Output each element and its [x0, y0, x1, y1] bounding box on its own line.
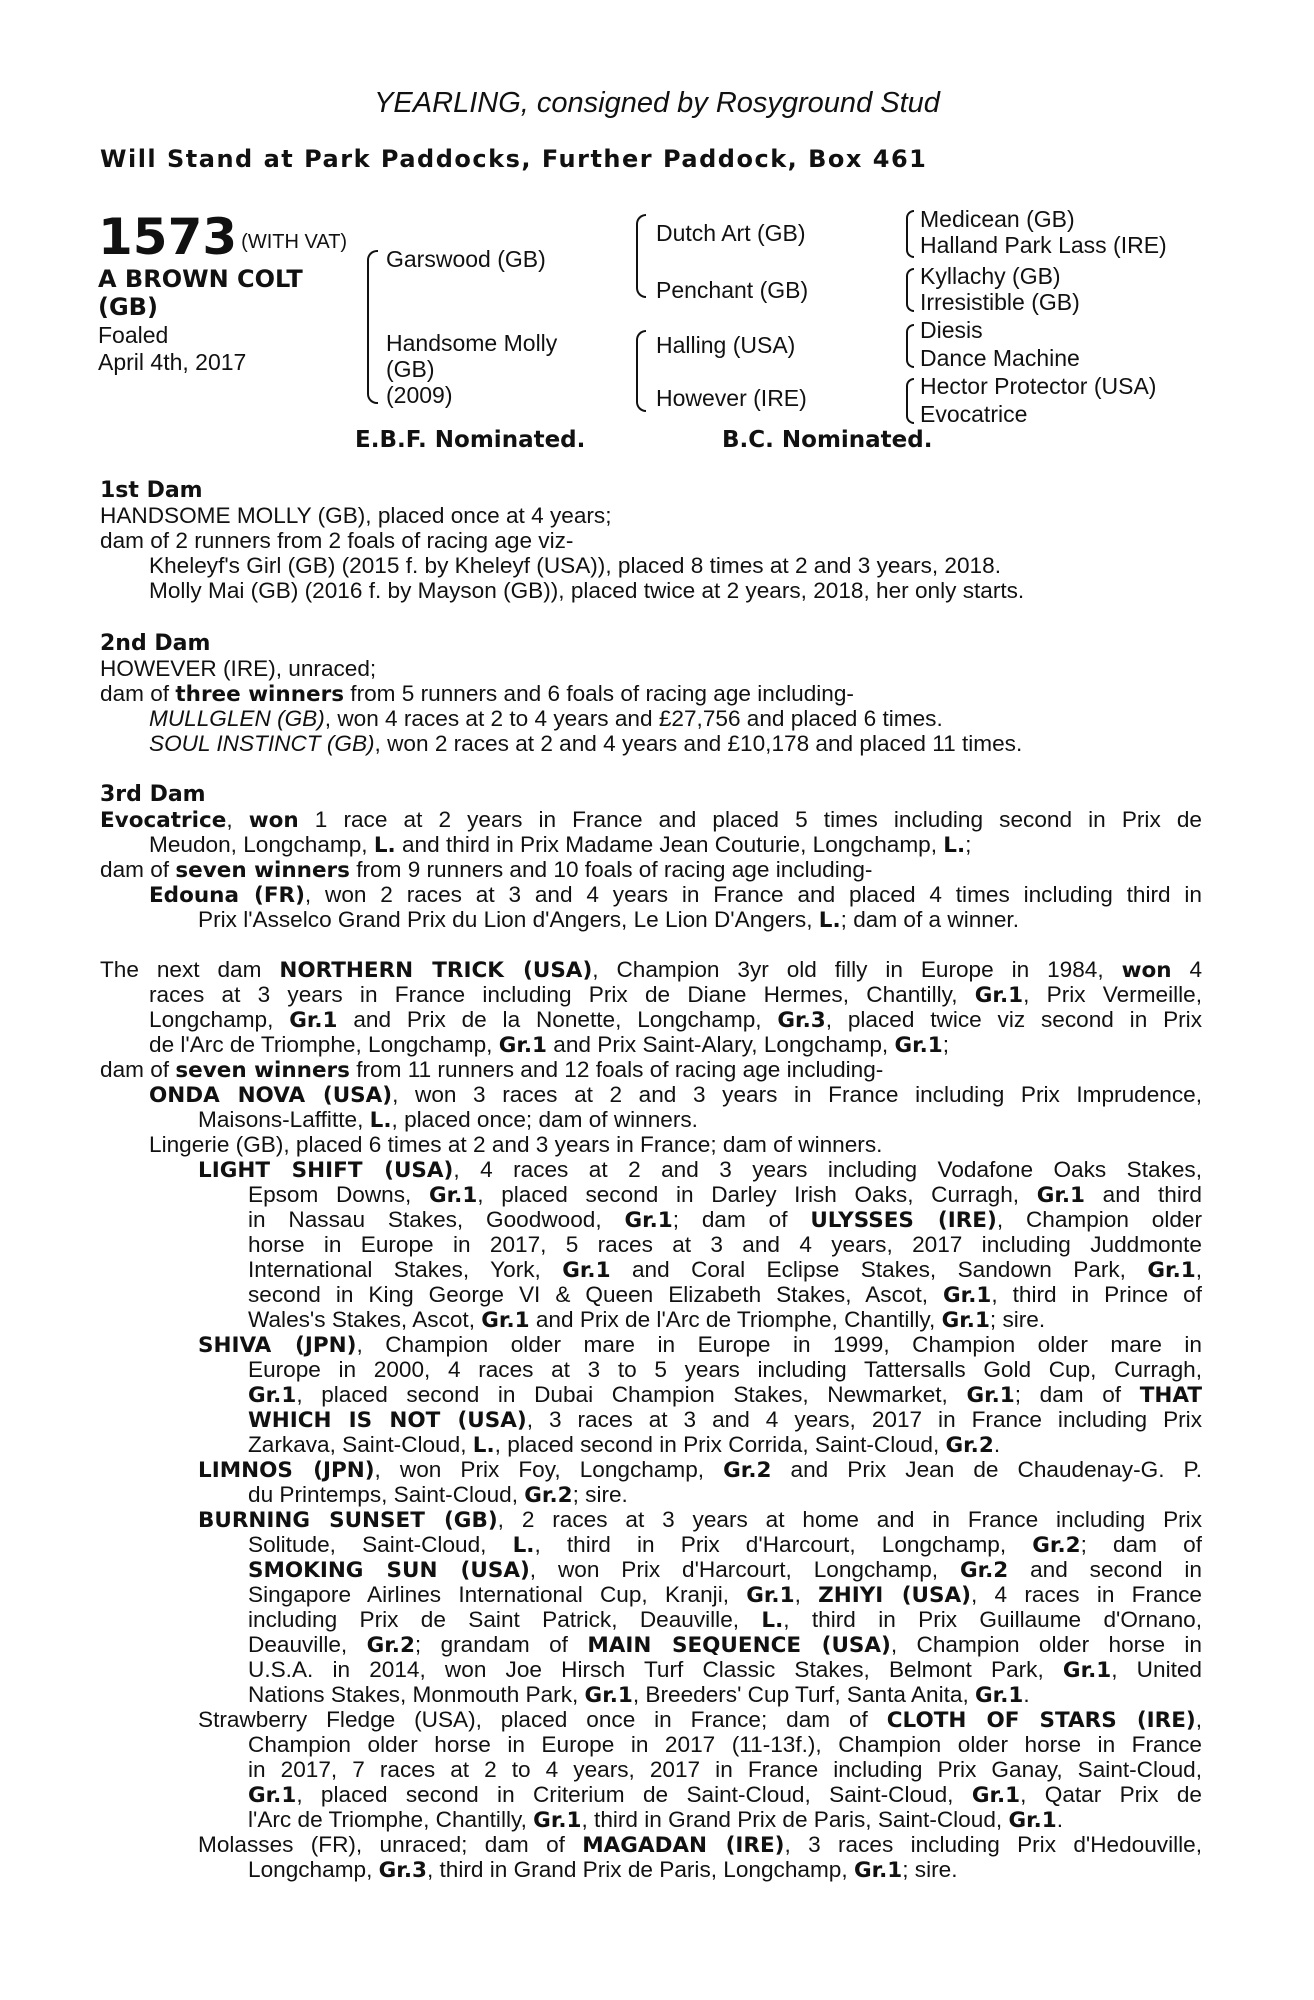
lot-number: 1573 — [98, 208, 238, 266]
produce-line: Champion older horse in Europe in 2017 (11-13f.), Champion older horse in France — [248, 1732, 1202, 1757]
produce-line: Strawberry Fledge (USA), placed once in France; dam of CLOTH OF STARS (IRE), — [198, 1707, 1202, 1732]
produce-line: in Nassau Stakes, Goodwood, Gr.1; dam of ULYSSES (IRE), Champion older — [248, 1207, 1202, 1232]
produce-line: SMOKING SUN (USA), won Prix d'Harcourt, Longchamp, Gr.2 and second in — [248, 1557, 1202, 1582]
pedigree-brace-g4-3 — [906, 324, 914, 368]
bc-nominated: B.C. Nominated. — [722, 427, 933, 453]
produce-line: U.S.A. in 2014, won Joe Hirsch Turf Classic Stakes, Belmont Park, Gr.1, United — [248, 1657, 1202, 1682]
produce-line: SHIVA (JPN), Champion older mare in Europe in 1999, Champion older mare in — [198, 1332, 1202, 1357]
pedigree-brace-main — [367, 250, 378, 404]
produce-line: WHICH IS NOT (USA), 3 races at 3 and 4 years, 2017 in France including Prix — [248, 1407, 1202, 1432]
produce-line: Gr.1, placed second in Criterium de Saint-Cloud, Saint-Cloud, Gr.1, Qatar Prix de — [248, 1782, 1202, 1807]
third-dam-line: Evocatrice, won 1 race at 2 years in France and placed 5 times including second in Prix de — [100, 807, 1202, 832]
produce-line: Molasses (FR), unraced; dam of MAGADAN (IRE), 3 races including Prix d'Hedouville, — [198, 1832, 1202, 1857]
produce-line: LIMNOS (JPN), won Prix Foy, Longchamp, Gr.2 and Prix Jean de Chaudenay-G. P. — [198, 1457, 1202, 1482]
first-dam-line: Molly Mai (GB) (2016 f. by Mayson (GB)), placed twice at 2 years, 2018, her only starts. — [149, 578, 1025, 603]
pedigree-g4-7: Hector Protector (USA) — [920, 373, 1157, 399]
produce-line: Epsom Downs, Gr.1, placed second in Darley Irish Oaks, Curragh, Gr.1 and third — [248, 1182, 1202, 1207]
pedigree-sire: Garswood (GB) — [386, 246, 546, 272]
next-dam-line: The next dam NORTHERN TRICK (USA), Champion 3yr old filly in Europe in 1984, won 4 — [100, 957, 1202, 982]
colt-description — [98, 265, 348, 321]
first-dam-line: HANDSOME MOLLY (GB), placed once at 4 years; — [100, 503, 612, 528]
produce-line: Zarkava, Saint-Cloud, L., placed second in Prix Corrida, Saint-Cloud, Gr.2. — [248, 1432, 1001, 1458]
produce-line: LIGHT SHIFT (USA), 4 races at 2 and 3 years including Vodafone Oaks Stakes, — [198, 1157, 1202, 1182]
produce-line: Wales's Stakes, Ascot, Gr.1 and Prix de l'Arc de Triomphe, Chantilly, Gr.1; sire. — [248, 1307, 1046, 1333]
next-dam-line: races at 3 years in France including Prix de Diane Hermes, Chantilly, Gr.1, Prix Vermeille, — [149, 982, 1202, 1007]
vat-note: (WITH VAT) — [241, 231, 348, 253]
pedigree-g4-1: Medicean (GB) — [920, 206, 1075, 232]
third-dam-line: Meudon, Longchamp, L. and third in Prix Madame Jean Couturie, Longchamp, L.; — [149, 832, 972, 858]
pedigree-g4-8: Evocatrice — [920, 401, 1028, 427]
produce-line: Deauville, Gr.2; grandam of MAIN SEQUENCE (USA), Champion older horse in — [248, 1632, 1202, 1657]
pedigree-g4-5: Diesis — [920, 317, 983, 343]
pedigree-g4-6: Dance Machine — [920, 345, 1080, 371]
pedigree-brace-g4-1 — [906, 210, 914, 258]
colt-line-1: A BROWN COLT — [98, 265, 303, 293]
produce-line: Solitude, Saint-Cloud, L., third in Prix d'Harcourt, Longchamp, Gr.2; dam of — [248, 1532, 1202, 1557]
produce-line: including Prix de Saint Patrick, Deauville, L., third in Prix Guillaume d'Ornano, — [248, 1607, 1202, 1632]
produce-line: Nations Stakes, Monmouth Park, Gr.1, Breeders' Cup Turf, Santa Anita, Gr.1. — [248, 1682, 1030, 1708]
produce-line: BURNING SUNSET (GB), 2 races at 3 years at home and in France including Prix — [198, 1507, 1202, 1532]
second-dam-line: SOUL INSTINCT (GB), won 2 races at 2 and 4 years and £10,178 and placed 11 times. — [149, 731, 1023, 756]
third-dam-line: dam of seven winners from 9 runners and 10 foals of racing age including- — [100, 857, 873, 883]
pedigree-dam-sire: Halling (USA) — [656, 332, 796, 358]
pedigree-sire-sire: Dutch Art (GB) — [656, 220, 806, 246]
foaled-date — [98, 322, 338, 376]
produce-line: l'Arc de Triomphe, Chantilly, Gr.1, third in Grand Prix de Paris, Saint-Cloud, Gr.1. — [248, 1807, 1064, 1833]
produce-line: second in King George VI & Queen Elizabeth Stakes, Ascot, Gr.1, third in Prince of — [248, 1282, 1202, 1307]
ebf-nominated: E.B.F. Nominated. — [355, 427, 586, 453]
next-dam-line: dam of seven winners from 11 runners and 12 foals of racing age including- — [100, 1057, 884, 1083]
foaled-value: April 4th, 2017 — [98, 349, 247, 375]
next-dam-line: de l'Arc de Triomphe, Longchamp, Gr.1 and Prix Saint-Alary, Longchamp, Gr.1; — [149, 1032, 950, 1058]
produce-line: Lingerie (GB), placed 6 times at 2 and 3 years in France; dam of winners. — [149, 1132, 883, 1157]
pedigree-dam: Handsome Molly (GB) (2009) — [386, 330, 558, 408]
pedigree-g4-4: Irresistible (GB) — [920, 289, 1080, 315]
produce-line: Europe in 2000, 4 races at 3 to 5 years including Tattersalls Gold Cup, Curragh, — [248, 1357, 1202, 1382]
produce-line: in 2017, 7 races at 2 to 4 years, 2017 in France including Prix Ganay, Saint-Cloud, — [248, 1757, 1202, 1782]
third-dam-line: Edouna (FR), won 2 races at 3 and 4 years in France and placed 4 times including third in — [149, 882, 1202, 907]
pedigree-sire-dam: Penchant (GB) — [656, 277, 809, 303]
produce-line: International Stakes, York, Gr.1 and Coral Eclipse Stakes, Sandown Park, Gr.1, — [248, 1257, 1202, 1282]
pedigree-g4-2: Halland Park Lass (IRE) — [920, 232, 1167, 258]
colt-line-2: (GB) — [98, 293, 158, 321]
second-dam-line: dam of three winners from 5 runners and 6 foals of racing age including- — [100, 681, 854, 707]
pedigree-brace-g4-4 — [906, 378, 914, 424]
stand-location: Will Stand at Park Paddocks, Further Paddock, Box 461 — [100, 145, 928, 173]
pedigree-brace-dam — [636, 330, 646, 412]
second-dam-heading: 2nd Dam — [100, 631, 211, 656]
page-title: YEARLING, consigned by Rosyground Stud — [374, 87, 940, 119]
produce-line: horse in Europe in 2017, 5 races at 3 and 4 years, 2017 including Juddmonte — [248, 1232, 1202, 1257]
second-dam-line: HOWEVER (IRE), unraced; — [100, 656, 377, 681]
pedigree-g4-3: Kyllachy (GB) — [920, 263, 1061, 289]
produce-line: Gr.1, placed second in Dubai Champion Stakes, Newmarket, Gr.1; dam of THAT — [248, 1382, 1202, 1407]
third-dam-line: Prix l'Asselco Grand Prix du Lion d'Angers, Le Lion D'Angers, L.; dam of a winner. — [198, 907, 1019, 933]
foaled-label: Foaled — [98, 322, 169, 348]
first-dam-line: dam of 2 runners from 2 foals of racing age viz- — [100, 528, 574, 553]
produce-line: du Printemps, Saint-Cloud, Gr.2; sire. — [248, 1482, 628, 1508]
second-dam-line: MULLGLEN (GB), won 4 races at 2 to 4 years and £27,756 and placed 6 times. — [149, 706, 943, 731]
produce-line: ONDA NOVA (USA), won 3 races at 2 and 3 years in France including Prix Imprudence, — [149, 1082, 1202, 1107]
third-dam-heading: 3rd Dam — [100, 782, 206, 807]
produce-line: Singapore Airlines International Cup, Kranji, Gr.1, ZHIYI (USA), 4 races in France — [248, 1582, 1202, 1607]
pedigree-brace-g4-2 — [906, 268, 914, 312]
next-dam-line: Longchamp, Gr.1 and Prix de la Nonette, Longchamp, Gr.3, placed twice viz second in Prix — [149, 1007, 1202, 1032]
produce-line: Maisons-Laffitte, L., placed once; dam of winners. — [198, 1107, 698, 1133]
first-dam-heading: 1st Dam — [100, 478, 203, 503]
pedigree-brace-sire — [636, 214, 646, 298]
lot-header — [98, 208, 348, 266]
produce-line: Longchamp, Gr.3, third in Grand Prix de Paris, Longchamp, Gr.1; sire. — [248, 1857, 958, 1883]
first-dam-line: Kheleyf's Girl (GB) (2015 f. by Kheleyf (USA)), placed 8 times at 2 and 3 years, 2018. — [149, 553, 1001, 578]
pedigree-dam-dam: However (IRE) — [656, 385, 807, 411]
